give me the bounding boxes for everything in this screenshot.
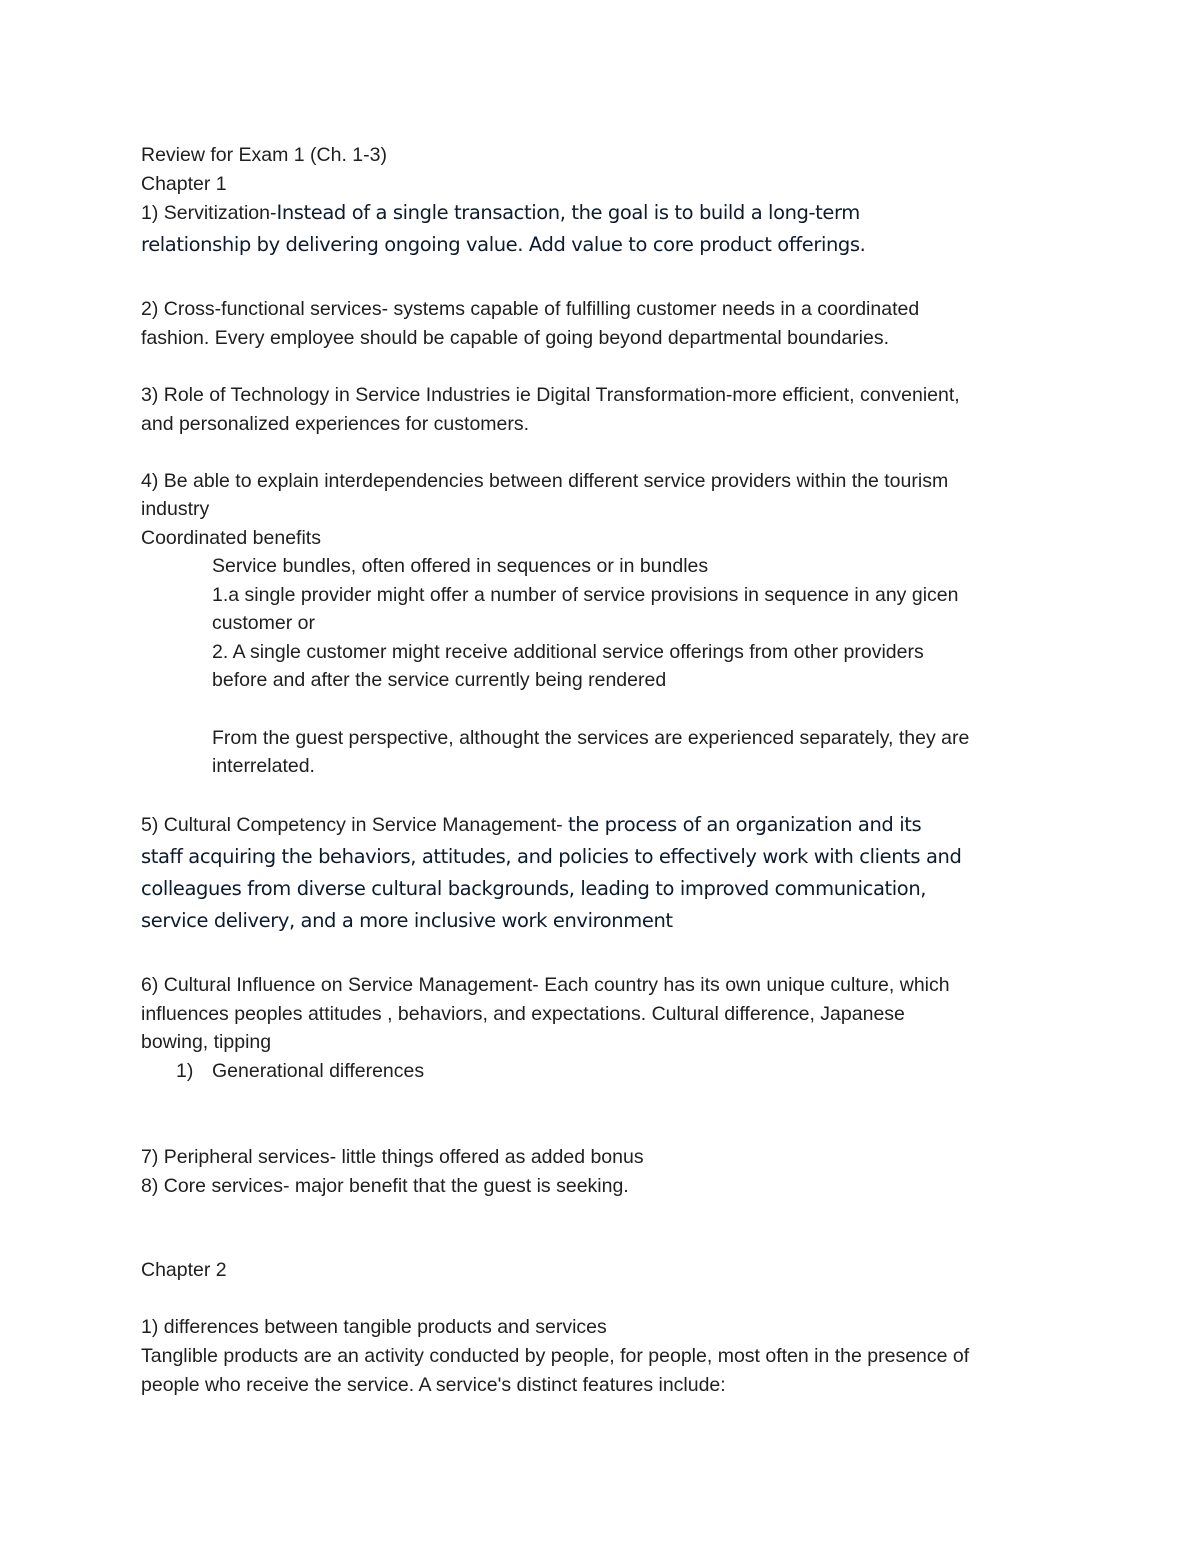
chapter-1-heading: Chapter 1 — [141, 173, 227, 195]
indented-line: Service bundles, often offered in sequences or in bundles — [212, 555, 709, 577]
indented-line: 1.a single provider might offer a number of service provisions in sequence in any gicen — [212, 584, 959, 606]
chapter-2-heading: Chapter 2 — [141, 1259, 227, 1281]
item-cultural-competency — [141, 811, 921, 839]
indented-line: interrelated. — [212, 755, 315, 777]
list-item: Generational differences — [212, 1060, 425, 1082]
indented-line: 2. A single customer might receive additional service offerings from other providers — [212, 641, 924, 663]
item-label: 1) Servitization- — [141, 202, 277, 224]
highlight-text: colleagues from diverse cultural backgrounds, leading to improved communication, — [141, 877, 927, 900]
indented-line: From the guest perspective, althought the services are experienced separately, they are — [212, 727, 970, 749]
text-line: Tanglible products are an activity conducted by people, for people, most often in the presence of — [141, 1345, 970, 1367]
text-line: industry — [141, 498, 210, 520]
text-line: people who receive the service. A service's distinct features include: — [141, 1374, 726, 1396]
item-tangible-vs-services: 1) differences between tangible products and services — [141, 1316, 607, 1338]
item-core-services: 8) Core services- major benefit that the guest is seeking. — [141, 1175, 629, 1197]
list-number: 1) — [176, 1060, 194, 1082]
highlight-text: relationship by delivering ongoing value. Add value to core product offerings. — [141, 233, 866, 256]
item-cross-functional: 2) Cross-functional services- systems capable of fulfilling customer needs in a coordinated — [141, 298, 920, 320]
text-line: fashion. Every employee should be capable of going beyond departmental boundaries. — [141, 327, 890, 349]
highlight-text: staff acquiring the behaviors, attitudes, and policies to effectively work with clients and — [141, 845, 962, 868]
item-interdependencies: 4) Be able to explain interdependencies between different service providers within the tourism — [141, 470, 949, 492]
text-line: influences peoples attitudes , behaviors, and expectations. Cultural difference, Japanese — [141, 1003, 905, 1025]
highlight-text: service delivery, and a more inclusive work environment — [141, 909, 673, 932]
indented-line: before and after the service currently being rendered — [212, 669, 667, 691]
document-title: Review for Exam 1 (Ch. 1-3) — [141, 144, 387, 166]
item-cultural-influence: 6) Cultural Influence on Service Management- Each country has its own unique culture, which — [141, 974, 950, 996]
highlight-text: Instead of a single transaction, the goal is to build a long-term — [276, 201, 860, 224]
text-line: bowing, tipping — [141, 1031, 272, 1053]
subheading-coordinated-benefits: Coordinated benefits — [141, 527, 321, 549]
highlight-text: the process of an organization and its — [568, 813, 922, 836]
item-peripheral-services: 7) Peripheral services- little things offered as added bonus — [141, 1146, 644, 1168]
item-servitization — [141, 199, 860, 227]
item-technology-role: 3) Role of Technology in Service Industries ie Digital Transformation-more efficient, convenient, — [141, 384, 960, 406]
text-line: and personalized experiences for customers. — [141, 413, 530, 435]
item-label: 5) Cultural Competency in Service Management- — [141, 814, 569, 836]
indented-line: customer or — [212, 612, 315, 634]
